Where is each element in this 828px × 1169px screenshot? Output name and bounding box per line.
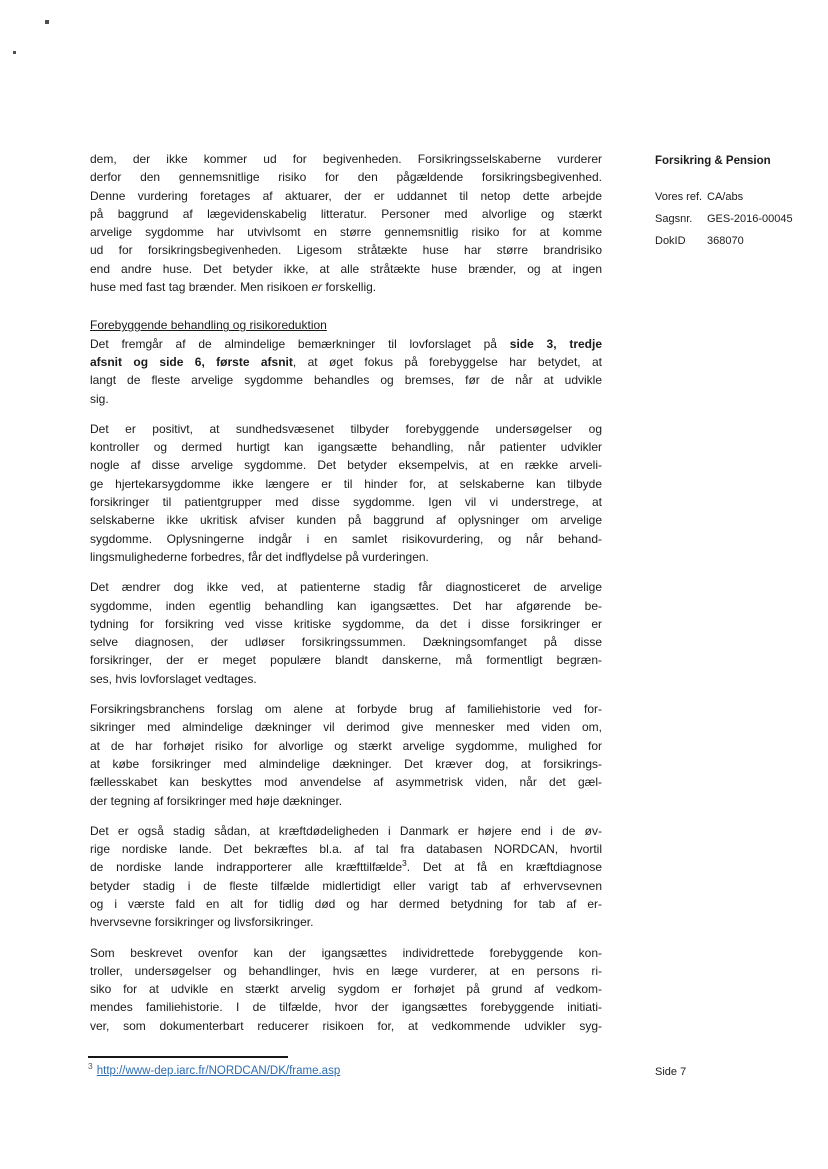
text-line: ses, hvis lovforslaget vedtages. bbox=[90, 671, 257, 686]
text-line: afsnit og side 6, første afsnit, at øget fokus på forebyggelse har betydet, at bbox=[90, 354, 602, 369]
ref-label: Vores ref. bbox=[655, 191, 703, 203]
paragraph-forebyggende-kontroller bbox=[90, 944, 602, 1035]
text-line: Det ændrer dog ikke ved, at patienterne stadig får diagnosticeret de arvelige bbox=[90, 580, 602, 595]
text-line: Forsikringsbranchens forslag om alene at forbyde brug af familiehistorie ved for- bbox=[90, 702, 602, 717]
text-line: hvervsevne forsikringer og livsforsikringer. bbox=[90, 915, 314, 930]
paragraph-nordcan bbox=[90, 822, 602, 932]
text-line: Det er også stadig sådan, at kræftdødeligheden i Danmark er højere end i de øv- bbox=[90, 823, 602, 838]
text-line: ge hjertekarsygdomme ikke længere er til hinder for, at selskaberne kan tilbyde bbox=[90, 476, 602, 491]
text-line: mendes familiehistorie. I de tilfælde, hvor der igangsættes forebyggende initiati- bbox=[90, 1000, 602, 1015]
text-line: end andre huse. Det betyder ikke, at alle stråtækte huse brænder, og at ingen bbox=[90, 261, 602, 276]
text-line: siko for at udvikle en stærkt arvelig sygdom er forhøjet på grund af vedkom- bbox=[90, 982, 602, 997]
text-line: sig. bbox=[90, 391, 109, 406]
letterhead bbox=[655, 154, 815, 256]
text-line: selskaberne ikke ukritisk afviser kunden på baggrund af oplysninger om arvelige bbox=[90, 513, 602, 528]
reference-block bbox=[655, 190, 815, 248]
paragraph-lovforslag bbox=[90, 335, 602, 408]
text-line: ver, som dokumenterbart reducerer risikoen for, at vedkommende udvikler syg- bbox=[90, 1018, 602, 1033]
text-line: forsikringer til patientgrupper med disse sygdomme. Igen vil vi understrege, at bbox=[90, 495, 602, 510]
paragraph-positivt bbox=[90, 420, 602, 566]
text-line: sygdomme. Oplysningerne indgår i en samlet risikovurdering, og når behand- bbox=[90, 531, 602, 546]
ref-value: GES-2016-00045 bbox=[707, 213, 793, 225]
footnote-link[interactable]: http://www-dep.iarc.fr/NORDCAN/DK/frame.asp bbox=[96, 1065, 341, 1077]
text-line: lingsmulighederne forbedres, får det indflydelse på vurderingen. bbox=[90, 549, 429, 564]
org-name: Forsikring & Pension bbox=[655, 155, 771, 167]
footnote-marker: 3 bbox=[88, 1061, 93, 1072]
text-line: at de har forhøjet risiko for alvorlige og stærkt arvelige sygdomme, mulighed for bbox=[90, 738, 602, 753]
section-heading: Forebyggende behandling og risikoreduktion bbox=[90, 318, 327, 333]
ref-row-sagsnr bbox=[655, 212, 815, 226]
text-line: sikringer med almindelige dækninger vil derimod give mennesker med viden om, bbox=[90, 720, 602, 735]
ref-value: CA/abs bbox=[707, 191, 744, 203]
text-line: og i værste fald en alt for tidlig død og har dermed betydning for tab af er- bbox=[90, 896, 602, 911]
paragraph-branchens-forslag bbox=[90, 700, 602, 810]
text-line: på baggrund af lægevidenskabelig litteratur. Personer med alvorlige og stærkt bbox=[90, 206, 602, 221]
ref-value: 368070 bbox=[707, 235, 744, 247]
text-line: kontroller og dermed hurtigt kan igangsætte behandling, når patienter udvikler bbox=[90, 440, 602, 455]
text-line: der tegning af forsikringer med høje dækninger. bbox=[90, 793, 343, 808]
letter-body bbox=[90, 150, 602, 1047]
ref-row-dokid bbox=[655, 234, 815, 248]
text-line: forsikringer, der er meget populære blandt danskerne, må formentligt begræn- bbox=[90, 653, 602, 668]
text-line: Det er positivt, at sundhedsvæsenet tilbyder forebyggende undersøgelser og bbox=[90, 421, 602, 436]
text-line: fællesskabet kan beskyttes mod anvendelse af asymmetrisk viden, når det gæl- bbox=[90, 775, 602, 790]
ref-label: Sagsnr. bbox=[655, 213, 693, 225]
paragraph-risk-assessment bbox=[90, 150, 602, 296]
ref-row-vores-ref bbox=[655, 190, 815, 204]
ref-label: DokID bbox=[655, 235, 686, 247]
text-line: arvelige sygdomme har utvivlsomt en større gennemsnitlig risiko for at komme bbox=[90, 225, 602, 240]
paragraph-diagnose bbox=[90, 578, 602, 688]
text-line: de nordiske lande indrapporterer alle kræfttilfælde$^3$. Det at få en kræftdiagnose bbox=[90, 858, 602, 875]
scan-speck-icon bbox=[13, 51, 16, 54]
text-line: ud for forsikringsbegivenheden. Ligesom stråtækte huse har større brandrisiko bbox=[90, 243, 602, 258]
page-number: Side 7 bbox=[655, 1066, 687, 1078]
text-line: rige nordiske lande. Det bekræftes bl.a. af tal fra databasen NORDCAN, hvortil bbox=[90, 842, 602, 857]
text-line: langt de fleste arvelige sygdomme behandles og bremses, før de når at udvikle bbox=[90, 373, 602, 388]
text-line: betyder stadig i de fleste tilfælde midlertidigt eller varigt tab af erhvervsevnen bbox=[90, 878, 602, 893]
text-line: Det fremgår af de almindelige bemærkninger til lovforslaget på side 3, tredje bbox=[90, 336, 603, 351]
text-line: tydning for forsikring ved visse kritiske sygdomme, da det i disse forsikringer er bbox=[90, 616, 602, 631]
text-line: selve diagnosen, der udløser forsikringssummen. Dækningsomfanget på disse bbox=[90, 635, 602, 650]
scan-speck-icon bbox=[45, 20, 49, 24]
footnote-divider bbox=[88, 1056, 288, 1058]
text-line: at købe forsikringer med almindelige dækninger. Det kræver dog, at forsikrings- bbox=[90, 756, 602, 771]
text-line: dem, der ikke kommer ud for begivenheden. Forsikringsselskaberne vurderer bbox=[90, 152, 602, 166]
text-line: nogle af disse arvelige sygdomme. Det betyder eksempelvis, at en række arveli- bbox=[90, 458, 602, 473]
text-line: troller, undersøgelser og behandlinger, hvis en læge vurderer, at en persons ri- bbox=[90, 963, 602, 978]
text-line: derfor den gennemsnitlige risiko for den pågældende forsikringsbegivenhed. bbox=[90, 170, 602, 185]
text-line: sygdomme, inden egentlig behandling kan igangsættes. Det har afgørende be- bbox=[90, 598, 602, 613]
footnote bbox=[88, 1056, 340, 1079]
text-line: Som beskrevet ovenfor kan der igangsættes individrettede forebyggende kon- bbox=[90, 945, 602, 960]
footnote-text bbox=[88, 1061, 341, 1079]
text-line: Denne vurdering foretages af aktuarer, der er uddannet til netop dette arbejde bbox=[90, 188, 602, 203]
text-line: huse med fast tag brænder. Men risikoen er forskellig. bbox=[90, 280, 377, 295]
